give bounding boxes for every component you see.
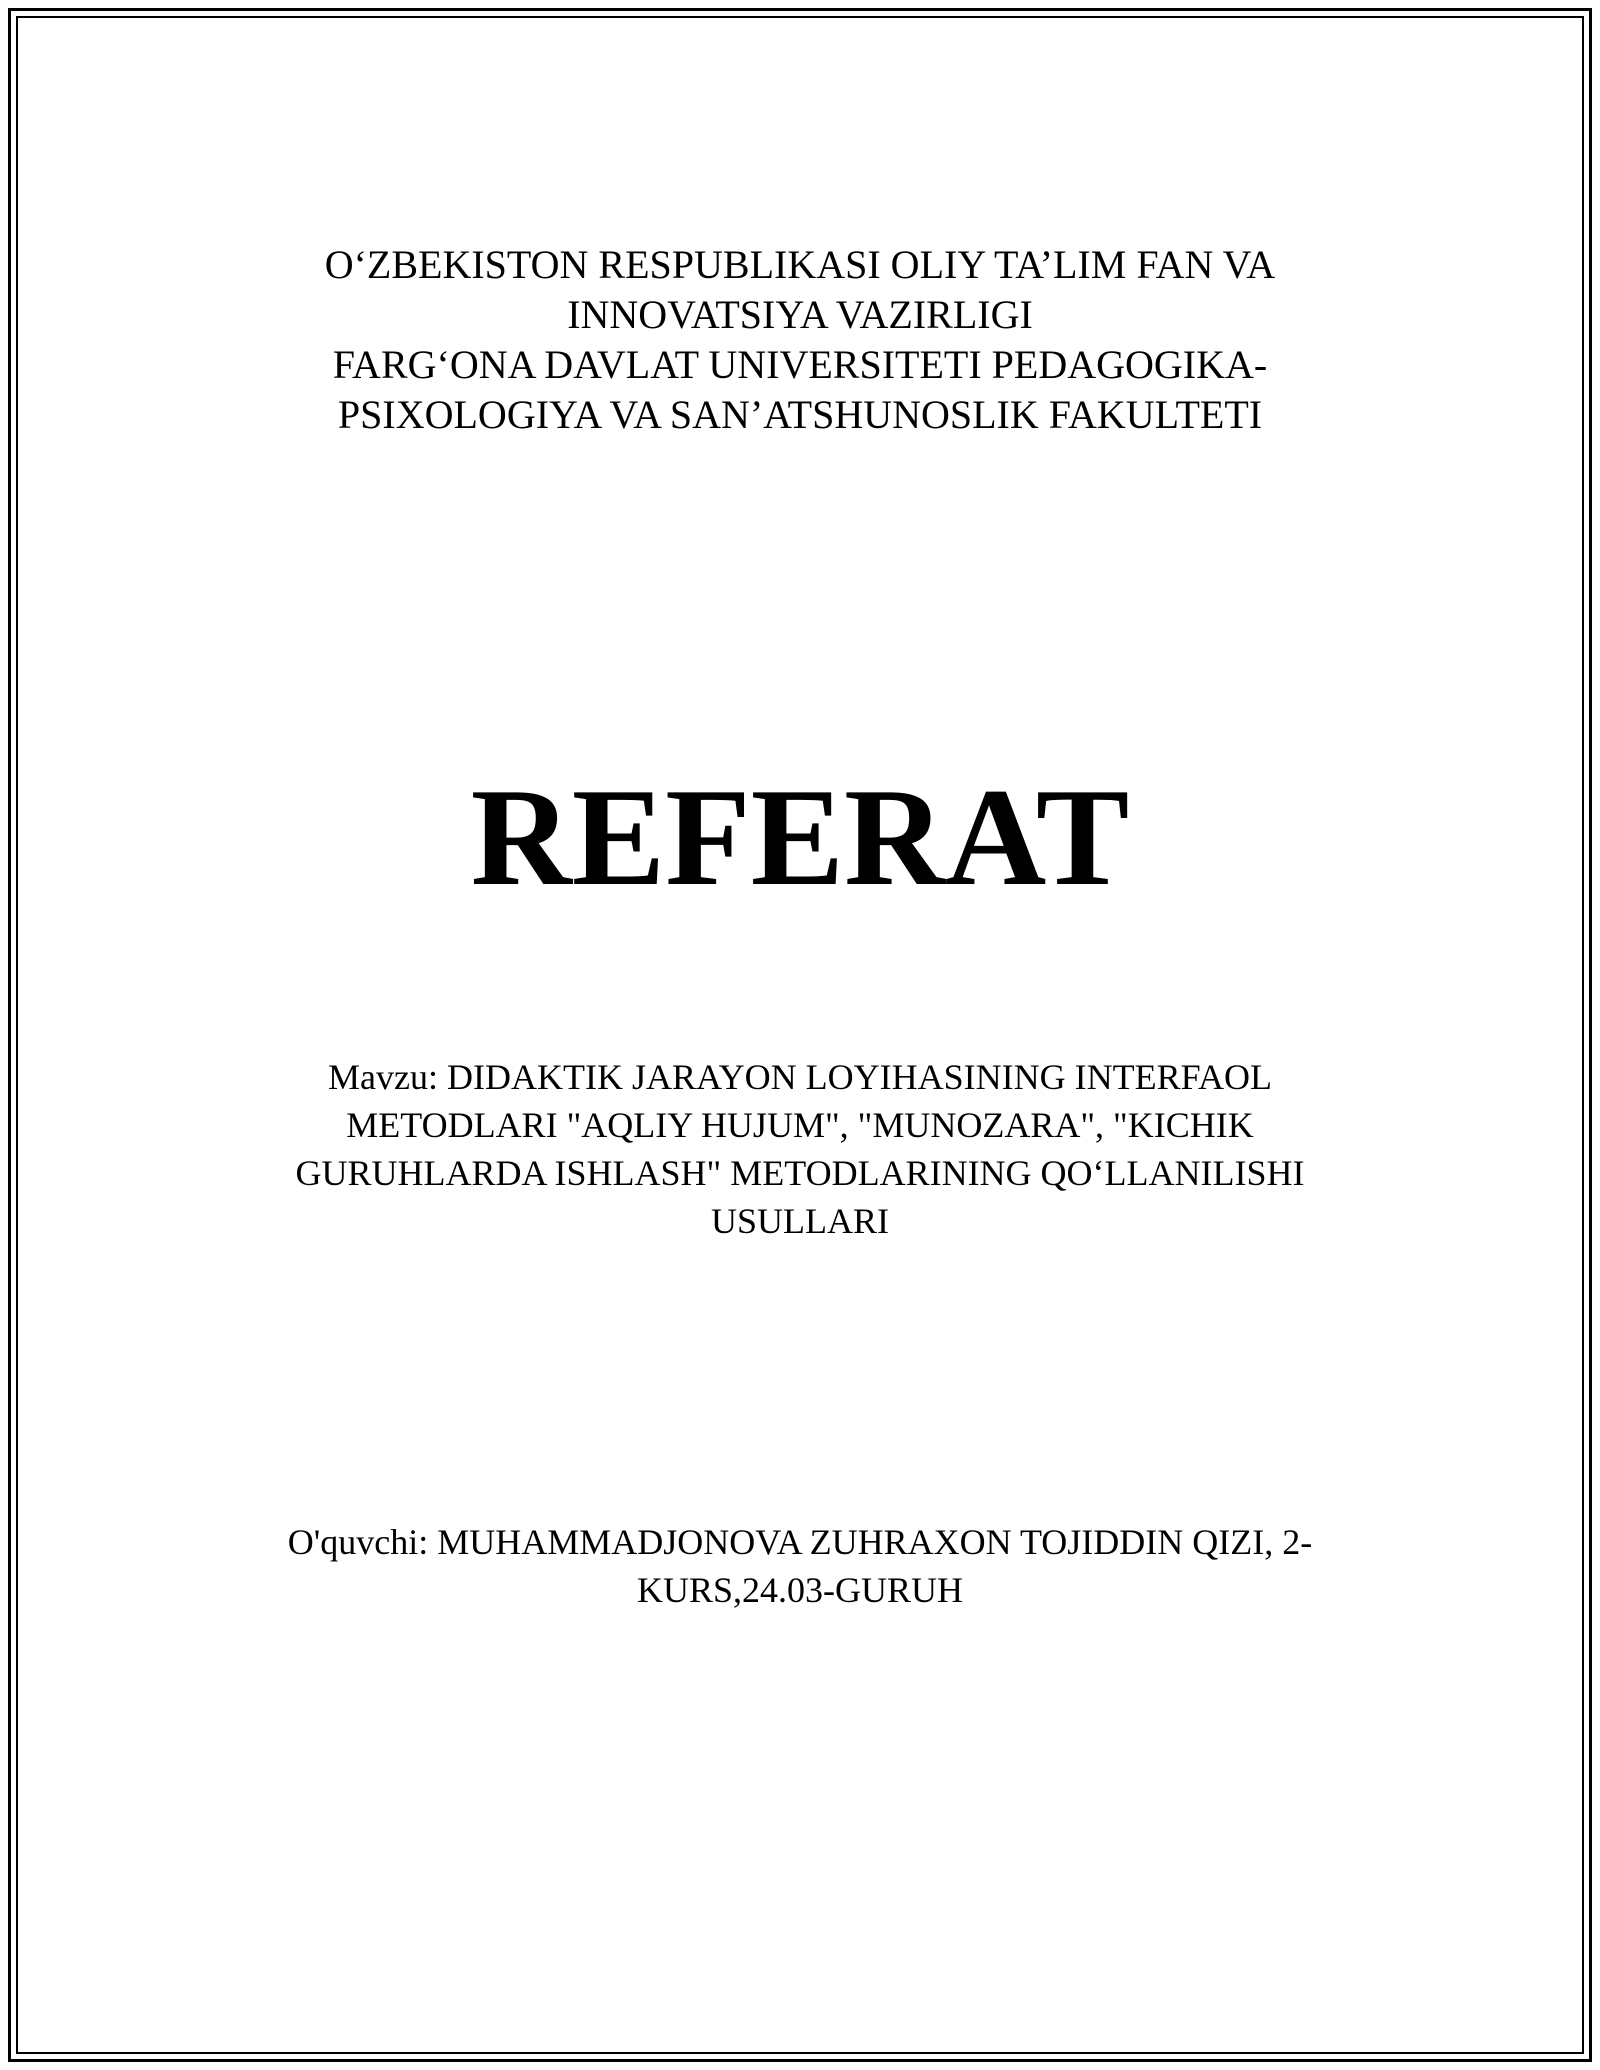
student-line-2: KURS,24.03-GURUH <box>636 1570 964 1610</box>
topic-line-2: METODLARI "AQLIY HUJUM", "MUNOZARA", "KICHIK <box>346 1105 1254 1145</box>
institution-line-1: O‘ZBEKISTON RESPUBLIKASI OLIY TA’LIM FAN VA <box>324 242 1276 287</box>
student-line-1: O'quvchi: MUHAMMADJONOVA ZUHRAXON TOJIDDIN QIZI, 2- <box>287 1522 1313 1562</box>
institution-header <box>0 240 1600 440</box>
topic-block <box>0 1053 1600 1245</box>
document-title: REFERAT <box>470 760 1130 915</box>
topic-line-1: Mavzu: DIDAKTIK JARAYON LOYIHASINING INTERFAOL <box>328 1057 1272 1097</box>
student-info <box>0 1518 1600 1614</box>
institution-line-2: INNOVATSIYA VAZIRLIGI <box>567 292 1033 337</box>
topic-line-3: GURUHLARDA ISHLASH" METODLARINING QO‘LLANILISHI <box>295 1153 1305 1193</box>
institution-line-3: FARG‘ONA DAVLAT UNIVERSITETI PEDAGOGIKA- <box>332 342 1268 387</box>
topic-line-4: USULLARI <box>711 1201 889 1241</box>
institution-line-4: PSIXOLOGIYA VA SAN’ATSHUNOSLIK FAKULTETI <box>337 392 1263 437</box>
